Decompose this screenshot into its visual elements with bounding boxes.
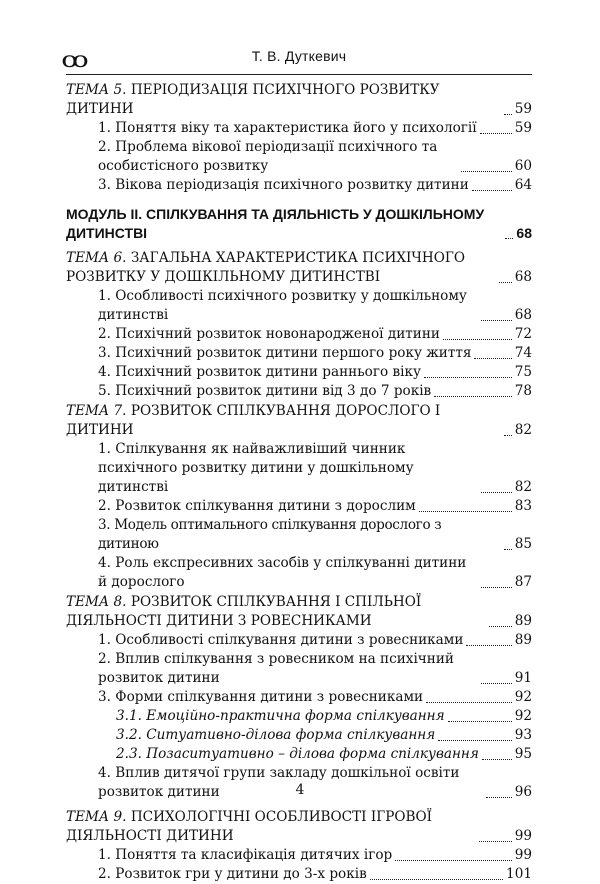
leader-dots [424, 376, 512, 378]
leader-dots [482, 758, 512, 760]
item-text: 1. Поняття та класифікація дитячих ігор [98, 847, 393, 863]
toc-topic-8[interactable] [66, 593, 532, 631]
toc-item[interactable] [66, 119, 532, 138]
toc-item[interactable] [66, 176, 532, 195]
leader-dots [370, 878, 503, 880]
page-ref: 72 [514, 326, 532, 342]
item-text: 1. Особливості спілкування дитини з ровесниками [98, 632, 464, 648]
leader-dots [395, 859, 511, 861]
item-text: 2. Психічний розвиток новонародженої дитини [98, 326, 440, 342]
item-text: 1. Спілкування як найважливіший чинник психічного розвитку дитини у дошкільному дитинстві [98, 441, 414, 495]
leader-dots [481, 491, 512, 493]
leader-dots [466, 644, 511, 646]
toc-item[interactable] [66, 631, 532, 650]
item-text: 3. Вікова періодизація психічного розвитку дитини [98, 177, 469, 193]
toc-module-2[interactable] [66, 205, 532, 243]
topic-label: ТЕМА 6. [66, 250, 127, 266]
item-text: 2. Проблема вікової періодизації психічного та особистісного розвитку [98, 139, 438, 174]
item-text: 1. Поняття віку та характеристика його у психології [98, 120, 477, 136]
toc-item[interactable] [66, 138, 532, 176]
leader-dots [448, 720, 512, 722]
leader-dots [504, 113, 512, 115]
page-ref: 92 [514, 689, 532, 705]
page-ref: 93 [514, 727, 532, 743]
item-text: 2. Вплив спілкування з ровесником на психічний розвиток дитини [98, 651, 454, 686]
page-ref: 89 [514, 632, 532, 648]
page-ref: 99 [514, 847, 532, 863]
page-ref: 95 [514, 746, 532, 762]
page-ref: 82 [514, 422, 532, 438]
page-ref: 78 [514, 383, 532, 399]
toc-item[interactable] [66, 344, 532, 363]
item-text: 3. Форми спілкування дитини з ровесниками [98, 689, 424, 705]
page-ref: 68 [514, 307, 532, 323]
item-text: 2. Розвиток гри у дитини до 3-х років [98, 866, 367, 882]
page-ref: 68 [514, 269, 532, 285]
toc-item[interactable] [66, 363, 532, 382]
item-text: 3. Модель оптимального спілкування дорослого з дитиною [98, 517, 442, 552]
page-ref: 75 [514, 364, 532, 380]
leader-dots [474, 357, 511, 359]
toc-item[interactable] [66, 516, 532, 554]
toc-subitem[interactable] [66, 707, 532, 726]
leader-dots [481, 586, 512, 588]
header-rule [66, 74, 532, 75]
page-ref: 99 [514, 828, 532, 844]
toc-topic-5[interactable] [66, 81, 532, 119]
leader-dots [419, 510, 512, 512]
topic-title: ПЕРІОДИЗАЦІЯ ПСИХІЧНОГО РОЗВИТКУ ДИТИНИ [66, 82, 440, 117]
topic-title: РОЗВИТОК СПІЛКУВАННЯ І СПІЛЬНОЇ ДІЯЛЬНОСТІ ДИТИНИ З РОВЕСНИКАМИ [66, 594, 422, 629]
leader-dots [504, 548, 512, 550]
topic-title: РОЗВИТОК СПІЛКУВАННЯ ДОРОСЛОГО І ДИТИНИ [66, 403, 441, 438]
item-text: 1. Особливості психічного розвитку у дошкільному дитинстві [98, 288, 467, 323]
page-ref: 64 [514, 177, 532, 193]
toc-item[interactable] [66, 497, 532, 516]
topic-label: ТЕМА 7. [66, 403, 127, 419]
toc-item[interactable] [66, 688, 532, 707]
topic-title: ПСИХОЛОГІЧНІ ОСОБЛИВОСТІ ІГРОВОЇ ДІЯЛЬНОСТІ ДИТИНИ [66, 809, 433, 844]
leader-dots [504, 434, 512, 436]
leader-dots [505, 237, 513, 239]
topic-label: ТЕМА 5. [66, 82, 127, 98]
page-ref: 89 [514, 613, 532, 629]
leader-dots [489, 625, 512, 627]
page-ref: 85 [514, 536, 532, 552]
page-ref: 82 [514, 479, 532, 495]
topic-title: ЗАГАЛЬНА ХАРАКТЕРИСТИКА ПСИХІЧНОГО РОЗВИТКУ У ДОШКІЛЬНОМУ ДИТИНСТВІ [66, 250, 466, 285]
leader-dots [426, 701, 512, 703]
page-ref: 96 [514, 784, 532, 800]
item-text: 4. Вплив дитячої групи закладу дошкільної освіти розвиток дитини [98, 765, 460, 800]
item-text: 3.2. Ситуативно-ділова форма спілкування [116, 727, 436, 743]
leader-dots [499, 281, 512, 283]
leader-dots [481, 682, 512, 684]
page-ref: 92 [514, 708, 532, 724]
toc-item[interactable] [66, 650, 532, 688]
toc-item[interactable] [66, 554, 532, 592]
page-ref: 60 [514, 158, 532, 174]
toc-topic-6[interactable] [66, 249, 532, 287]
leader-dots [479, 840, 512, 842]
toc-topic-7[interactable] [66, 402, 532, 440]
leader-dots [434, 395, 511, 397]
page-ref: 91 [514, 670, 532, 686]
page-ref: 68 [516, 225, 532, 241]
page-number: 4 [295, 782, 305, 798]
item-text: 2. Розвиток спілкування дитини з дорослим [98, 498, 416, 514]
toc-topic-9[interactable] [66, 808, 532, 846]
item-text: 4. Роль експресивних засобів у спілкуванні дитини й дорослого [98, 555, 467, 590]
toc-subitem[interactable] [66, 726, 532, 745]
page-ref: 59 [514, 120, 532, 136]
leader-dots [481, 319, 512, 321]
page-ref: 87 [514, 574, 532, 590]
table-of-contents [66, 80, 532, 884]
page-ref: 59 [514, 101, 532, 117]
toc-item[interactable] [66, 865, 532, 884]
toc-item[interactable] [66, 287, 532, 325]
leader-dots [443, 338, 512, 340]
item-text: 2.3. Позаситуативно – ділова форма спілкування [116, 746, 479, 762]
item-text: 3. Психічний розвиток дитини першого року життя [98, 345, 472, 361]
toc-item[interactable] [66, 382, 532, 401]
toc-item[interactable] [66, 325, 532, 344]
item-text: 5. Психічний розвиток дитини від 3 до 7 років [98, 383, 432, 399]
leader-dots [461, 170, 512, 172]
topic-label: ТЕМА 9. [66, 809, 127, 825]
toc-subitem[interactable] [66, 745, 532, 764]
ornament-icon: ꝏ [61, 48, 89, 73]
item-text: 4. Психічний розвиток дитини раннього віку [98, 364, 421, 380]
toc-item[interactable] [66, 440, 532, 497]
page-ref: 83 [514, 498, 532, 514]
leader-dots [480, 132, 512, 134]
item-text: 3.1. Емоційно-практична форма спілкування [116, 708, 445, 724]
module-title: МОДУЛЬ ІІ. СПІЛКУВАННЯ ТА ДІЯЛЬНІСТЬ У ДОШКІЛЬНОМУ ДИТИНСТВІ [66, 206, 485, 241]
topic-label: ТЕМА 8. [66, 594, 127, 610]
page-ref: 74 [514, 345, 532, 361]
page-ref: 101 [506, 866, 532, 882]
leader-dots [472, 189, 512, 191]
running-title: Т. В. Дуткевич [251, 48, 347, 64]
running-header [61, 40, 532, 80]
leader-dots [438, 739, 511, 741]
